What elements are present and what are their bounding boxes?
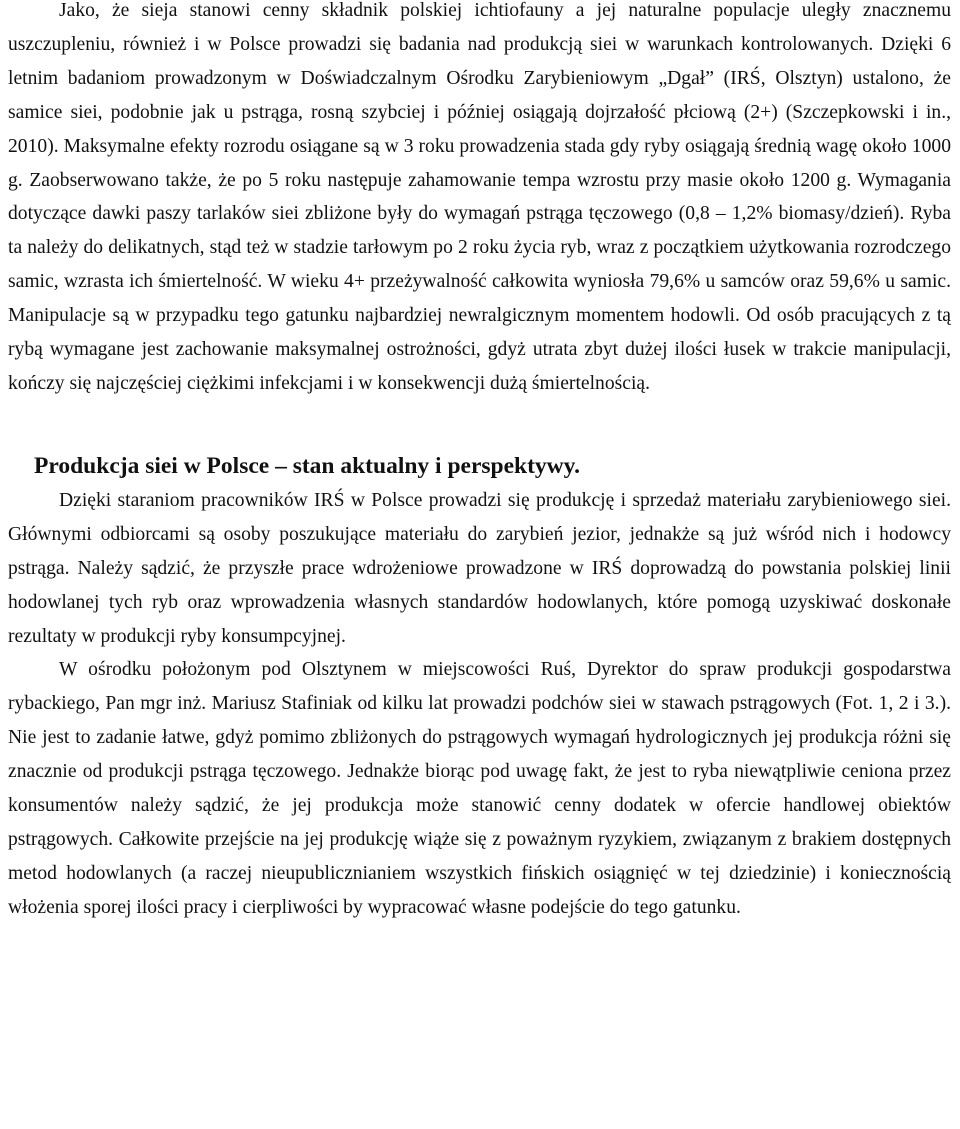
paragraph-rus-farm: W ośrodku położonym pod Olsztynem w miejscowości Ruś, Dyrektor do spraw produkcji gospodarstwa rybackiego, Pan mgr inż. Mariusz Stafiniak od kilku lat prowadzi podchów siei w stawach pstrągowych (Fot. 1, 2 i 3.). Nie jest to zadanie łatwe, gdyż pomimo zbliżonych do pstrągowych wymagań hydrologicznych jej produkcja różni się znacznie od produkcji pstrąga tęczowego. Jednakże biorąc pod uwagę fakt, że jest to ryba niewątpliwie ceniona przez konsumentów należy sądzić, że jej produkcja może stanowić cenny dodatek w ofercie handlowej obiektów pstrągowych. Całkowite przejście na jej produkcję wiąże się z poważnym ryzykiem, związanym z brakiem dostępnych metod hodowlanych (a raczej nieupublicznianiem wszystkich fińskich osiągnięć w tej dziedzinie) i koniecznością włożenia sporej ilości pracy i cierpliwości by wypracować własne podejście do tego gatunku. — [8, 659, 951, 918]
paragraph-sieja-breeding-research: Jako, że sieja stanowi cenny składnik polskiej ichtiofauny a jej naturalne populacje uległy znacznemu uszczupleniu, również i w Polsce prowadzi się badania nad produkcją siei w warunkach kontrolowanych. Dzięki 6 letnim badaniom prowadzonym w Doświadczalnym Ośrodku Zarybieniowym „Dgał” (IRŚ, Olsztyn) ustalono, że samice siei, podobnie jak u pstrąga, rosną szybciej i później osiągają dojrzałość płciową (2+) (Szczepkowski i in., 2010). Maksymalne efekty rozrodu osiągane są w 3 roku prowadzenia stada gdy ryby osiągają średnią wagę około 1000 g. Zaobserwowano także, że po 5 roku następuje zahamowanie tempa wzrostu przy masie około 1200 g. Wymagania dotyczące dawki paszy tarlaków siei zbliżone były do wymagań pstrąga tęczowego (0,8 – 1,2% biomasy/dzień). Ryba ta należy do delikatnych, stąd też w stadzie tarłowym po 2 roku życia ryb, wraz z początkiem użytkowania rozrodczego samic, wzrasta ich śmiertelność. W wieku 4+ przeżywalność całkowita wyniosła 79,6% u samców oraz 59,6% u samic. Manipulacje są w przypadku tego gatunku najbardziej newralgicznym momentem hodowli. Od osób pracujących z tą rybą wymagane jest zachowanie maksymalnej ostrożności, gdyż utrata zbyt dużej ilości łusek w trakcie manipulacji, kończy się najczęściej ciężkimi infekcjami i w konsekwencji dużą śmiertelnością. — [8, 0, 951, 394]
section-heading: Produkcja siei w Polsce – stan aktualny i perspektywy. — [34, 452, 580, 479]
paragraph-iri-production: Dzięki staraniom pracowników IRŚ w Polsce prowadzi się produkcję i sprzedaż materiału zarybieniowego siei. Głównymi odbiorcami są osoby poszukujące materiału do zarybień jezior, jednakże są już wśród nich i hodowcy pstrąga. Należy sądzić, że przyszłe prace wdrożeniowe prowadzone w IRŚ doprowadzą do powstania polskiej linii hodowlanej tych ryb oraz wprowadzenia własnych standardów hodowlanych, które pomogą uzyskiwać doskonałe rezultaty w produkcji ryby konsumpcyjnej. — [8, 489, 951, 647]
